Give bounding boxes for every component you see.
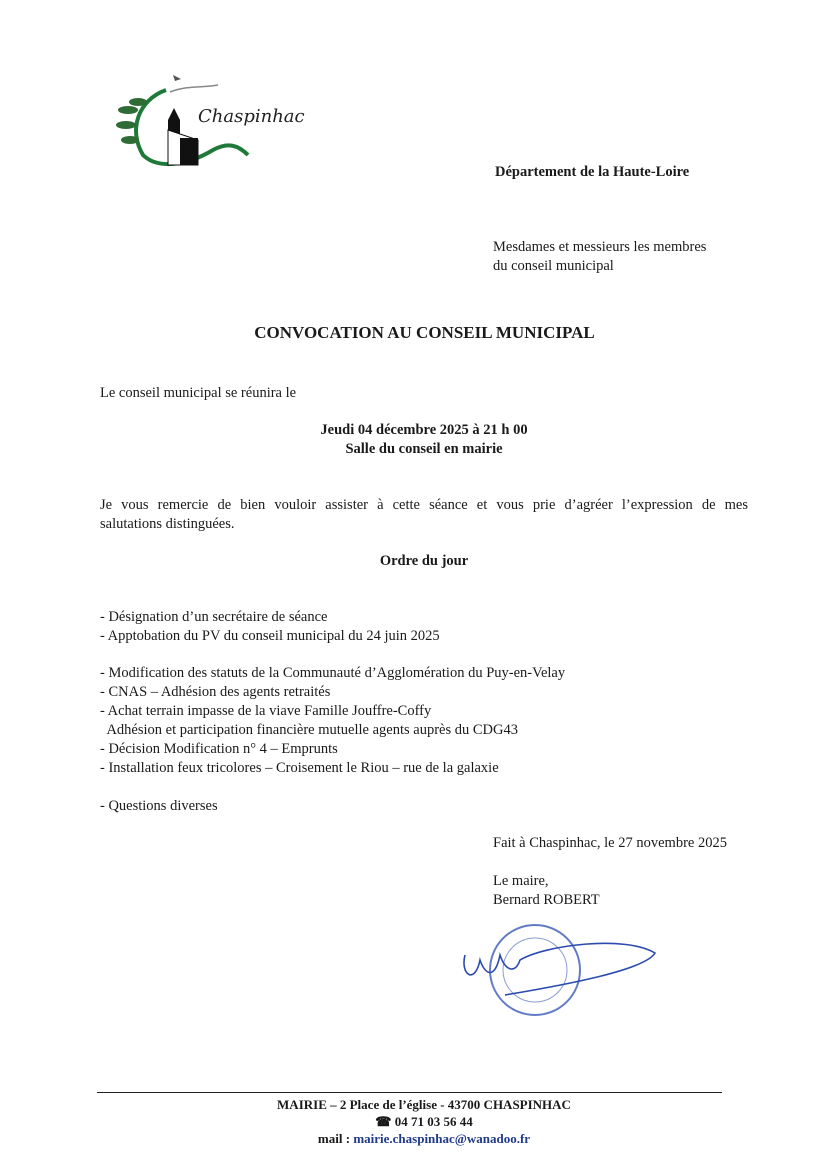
footer-mail-line: [0, 1130, 827, 1147]
logo-text: Chaspinhac: [198, 106, 305, 127]
signature-place-date: Fait à Chaspinhac, le 27 novembre 2025: [493, 835, 727, 851]
mail-label: mail :: [317, 1131, 354, 1146]
agenda-item: - Décision Modification n° 4 – Emprunts: [100, 741, 338, 757]
signature-stamp: [455, 915, 665, 1025]
logo: [108, 70, 308, 170]
recipient-line-2: du conseil municipal: [493, 258, 614, 274]
agenda-item: - Modification des statuts de la Communauté d’Agglomération du Puy-en-Velay: [100, 665, 566, 681]
agenda-item: Adhésion et participation financière mutuelle agents auprès du CDG43: [100, 722, 518, 738]
document-title: CONVOCATION AU CONSEIL MUNICIPAL: [254, 323, 595, 342]
meeting-place: Salle du conseil en mairie: [345, 441, 503, 457]
closing-line-2: salutations distinguées.: [100, 516, 235, 532]
agenda-heading: Ordre du jour: [379, 553, 469, 569]
agenda-item: - Questions diverses: [100, 798, 218, 814]
agenda-item: - Achat terrain impasse de la viave Famille Jouffre-Coffy: [100, 703, 432, 719]
agenda-item: - Désignation d’un secrétaire de séance: [100, 609, 328, 625]
stamp-icon: [455, 915, 665, 1025]
footer-phone-line: [0, 1113, 827, 1130]
signature-name: Bernard ROBERT: [493, 892, 600, 908]
footer-divider: [97, 1092, 722, 1093]
footer-phone: 04 71 03 56 44: [394, 1114, 473, 1129]
signature-role: Le maire,: [493, 873, 549, 889]
agenda-item: - CNAS – Adhésion des agents retraités: [100, 684, 331, 700]
email-link[interactable]: mairie.chaspinhac@wanadoo.fr: [353, 1131, 531, 1146]
intro-text: Le conseil municipal se réunira le: [100, 385, 297, 401]
recipient-line-1: Mesdames et messieurs les membres: [493, 239, 707, 255]
closing-line-1: Je vous remercie de bien vouloir assister à cette séance et vous prie d’agréer l’expression de mes: [100, 497, 748, 513]
meeting-date: Jeudi 04 décembre 2025 à 21 h 00: [320, 422, 528, 438]
phone-icon: ☎: [375, 1114, 395, 1129]
agenda-item: - Installation feux tricolores – Croisement le Riou – rue de la galaxie: [100, 760, 499, 776]
department-heading: Département de la Haute-Loire: [495, 164, 690, 180]
agenda-item: - Apptobation du PV du conseil municipal du 24 juin 2025: [100, 628, 440, 644]
footer-address: MAIRIE – 2 Place de l’église - 43700 CHASPINHAC: [277, 1097, 571, 1112]
